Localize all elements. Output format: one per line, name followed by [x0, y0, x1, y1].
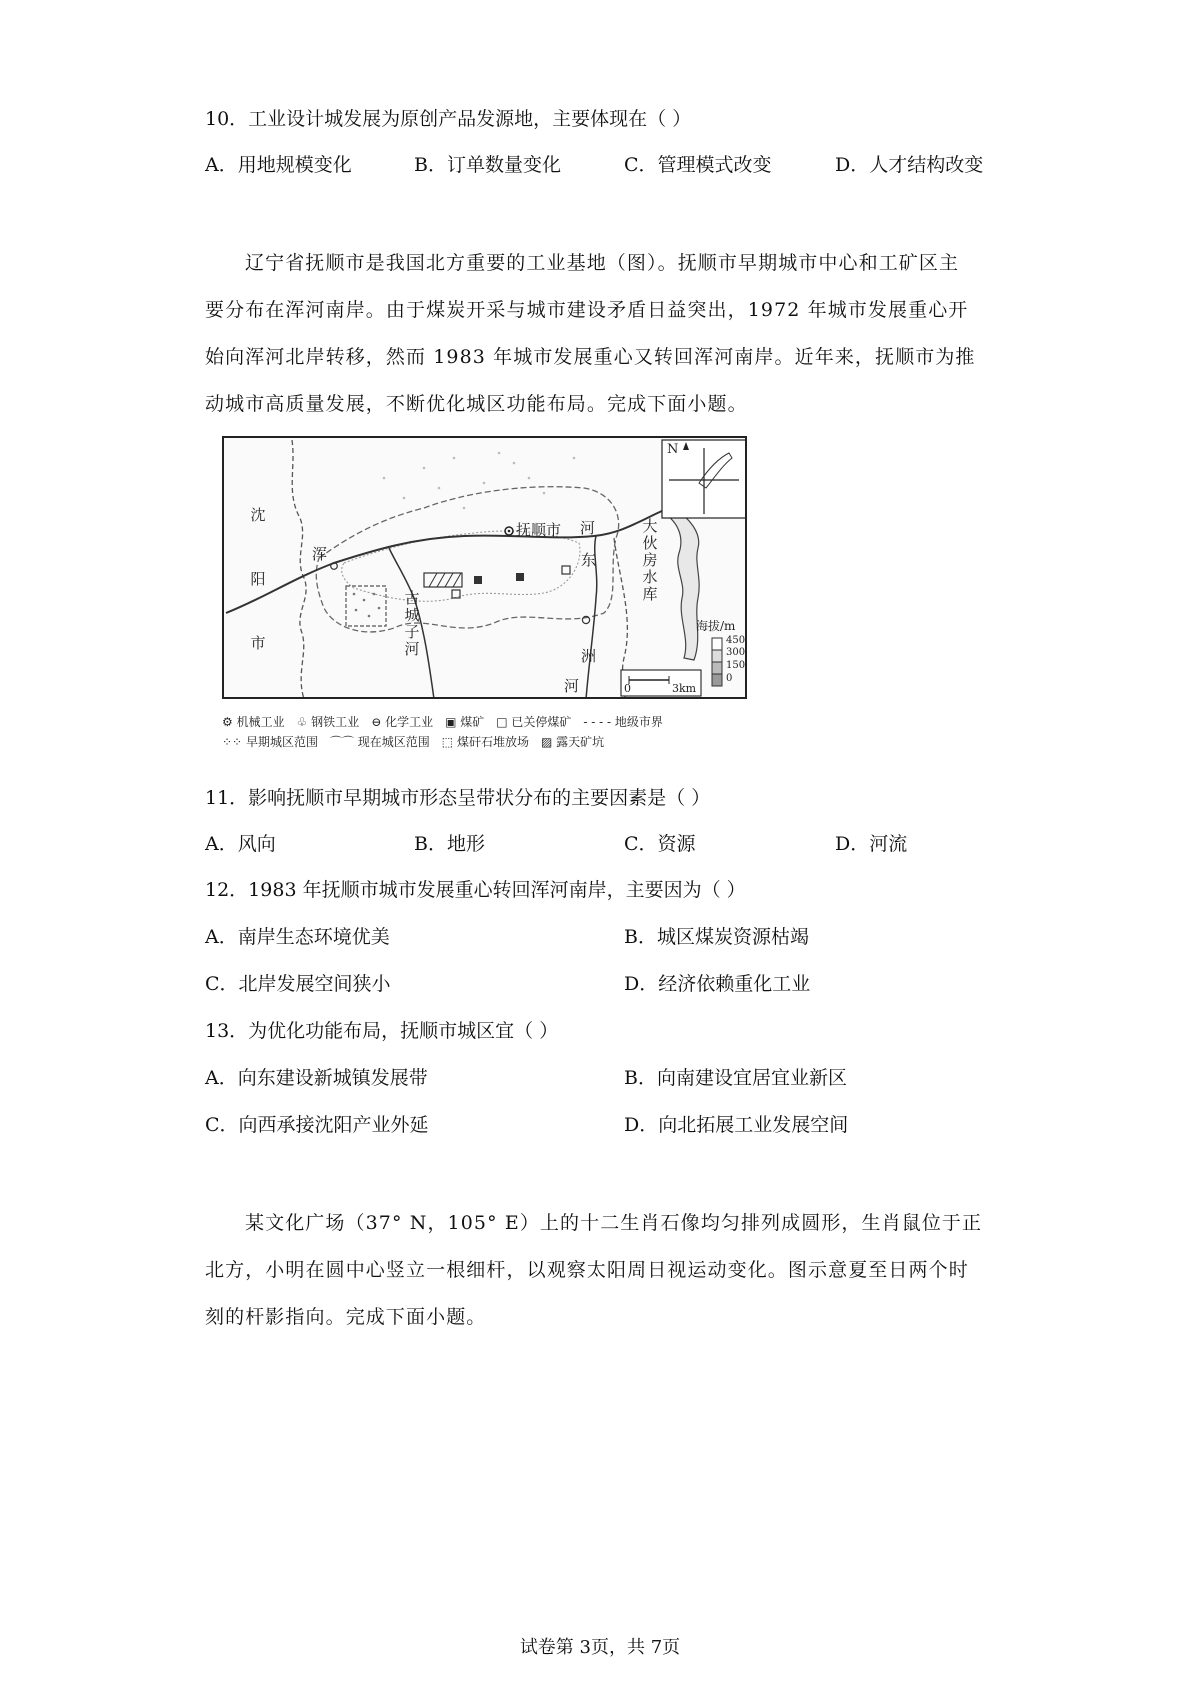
- shenyang-boundary: [292, 440, 306, 699]
- closed-coal-mine-icon: [562, 566, 570, 574]
- dahuofang-reservoir: [664, 508, 699, 660]
- q11-option-b: B．地形: [414, 833, 485, 855]
- legend-row-2: [222, 731, 747, 751]
- map-label-char: 房: [642, 551, 658, 569]
- map-label-char: 市: [250, 634, 266, 652]
- coal-waste-dots: [353, 593, 381, 618]
- elevation-tick-150: 150: [726, 660, 746, 671]
- q13-option-a: A．向东建设新城镇发展带: [205, 1067, 428, 1089]
- page-footer: 试卷第 3页，共 7页: [519, 1637, 681, 1658]
- legend-steel: ♧ 钢铁工业: [296, 714, 360, 729]
- legend-current-urban: ⌒⌒ 现在城区范围: [329, 734, 430, 749]
- shenyang-label: [250, 483, 266, 675]
- hun-river-label-right: 河: [580, 519, 596, 537]
- legend-early-urban: ⁘⁘ 早期城区范围: [222, 734, 318, 749]
- q12-option-d: D．经济依赖重化工业: [624, 973, 811, 995]
- q12-option-a: A．南岸生态环境优美: [205, 926, 390, 948]
- hun-river-label-left: 浑: [312, 545, 328, 563]
- elevation-tick-0: 0: [726, 673, 733, 684]
- map-label-char: 水: [642, 568, 658, 586]
- fushun-label: 抚顺市: [516, 521, 562, 539]
- q10-option-b: B．订单数量变化: [414, 154, 561, 176]
- passage2-line-2: 北方，小明在圆中心竖立一根细杆，以观察太阳周日视运动变化。图示意夏至日两个时: [205, 1259, 969, 1281]
- north-label: N: [667, 442, 679, 457]
- map-label-char: 沈: [250, 506, 266, 524]
- elevation-tick-450: 450: [726, 635, 746, 646]
- legend-closed-coal-mine: □ 已关停煤矿: [496, 714, 572, 729]
- scale-km-label: 3km: [672, 682, 697, 695]
- legend-city-boundary: - - - - 地级市界: [583, 714, 663, 729]
- map-label-char: 伙: [642, 534, 658, 552]
- q11-option-a: A．风向: [205, 833, 276, 855]
- q10-option-d: D．人才结构改变: [835, 154, 984, 176]
- map-label-char: 河: [404, 640, 420, 658]
- map-label-char: 大: [642, 517, 658, 535]
- legend-coal-waste: ⬚ 煤矸石堆放场: [441, 734, 529, 749]
- passage2-line-1: 某文化广场（37° N，105° E）上的十二生肖石像均匀排列成圆形，生肖鼠位于正: [245, 1212, 983, 1234]
- map-drawing: [224, 438, 747, 699]
- map-label-char: 阳: [250, 570, 266, 588]
- q11-option-c: C．资源: [624, 833, 696, 855]
- dongzhou-label-east: 东: [581, 551, 597, 569]
- q12-option-c: C．北岸发展空间狭小: [205, 973, 391, 995]
- coal-mine-icon: [516, 573, 524, 581]
- map-label-char: 城: [404, 606, 420, 624]
- passage1-line-1: 辽宁省抚顺市是我国北方重要的工业基地（图）。抚顺市早期城市中心和工矿区主: [245, 252, 960, 274]
- legend-coal-mine: ▣ 煤矿: [445, 714, 485, 729]
- q13-stem: 13．为优化功能布局，抚顺市城区宜（ ）: [205, 1020, 559, 1042]
- dongzhou-label-zhou: 洲: [581, 647, 597, 665]
- legend-row-1: [222, 711, 747, 731]
- passage2-line-3: 刻的杆影指向。完成下面小题。: [205, 1306, 487, 1328]
- q10-option-a: A．用地规模变化: [205, 154, 352, 176]
- passage1-line-2: 要分布在浑河南岸。由于煤炭开采与城市建设矛盾日益突出，1972 年城市发展重心开: [205, 299, 969, 321]
- map-legend: [222, 711, 747, 751]
- current-urban-outline: [316, 487, 618, 632]
- q10-option-c: C．管理模式改变: [624, 154, 772, 176]
- legend-open-pit: ▨ 露天矿坑: [540, 734, 605, 749]
- q10-stem: 10．工业设计城发展为原创产品发源地，主要体现在（ ）: [205, 108, 692, 130]
- q11-stem: 11．影响抚顺市早期城市形态呈带状分布的主要因素是（ ）: [205, 787, 711, 809]
- fushun-map: [222, 436, 747, 699]
- open-pit-hatch: [429, 573, 461, 587]
- elevation-legend: [712, 638, 722, 686]
- q13-option-d: D．向北拓展工业发展空间: [624, 1114, 849, 1136]
- passage1-line-3: 始向浑河北岸转移，然而 1983 年城市发展重心又转回浑河南岸。近年来，抚顺市为推: [205, 346, 976, 368]
- northern-hills: [383, 452, 576, 510]
- early-urban-outline: [342, 531, 580, 601]
- hun-river: [226, 508, 669, 613]
- legend-machinery: ⚙ 机械工业: [222, 714, 285, 729]
- scale-zero-label: 0: [624, 682, 631, 695]
- dongzhou-label-he: 河: [564, 677, 580, 695]
- q12-option-b: B．城区煤炭资源枯竭: [624, 926, 809, 948]
- coal-waste-dump: [346, 586, 386, 626]
- q13-option-b: B．向南建设宜居宜业新区: [624, 1067, 847, 1089]
- legend-chemical: ⊖ 化学工业: [371, 714, 434, 729]
- q12-stem: 12．1983 年抚顺市城市发展重心转回浑河南岸，主要因为（ ）: [205, 879, 746, 901]
- elevation-title: 海拔/m: [696, 619, 736, 633]
- gucheng-river-label: [404, 590, 420, 658]
- elevation-tick-300: 300: [726, 647, 746, 658]
- coal-mine-icon: [474, 576, 482, 584]
- map-label-char: 库: [642, 585, 658, 603]
- q11-option-d: D．河流: [835, 833, 908, 855]
- map-label-char: 古: [404, 589, 420, 607]
- passage1-line-4: 动城市高质量发展，不断优化城区功能布局。完成下面小题。: [205, 393, 748, 415]
- map-label-char: 子: [404, 623, 420, 641]
- dahuofang-label: [642, 518, 658, 603]
- q13-option-c: C．向西承接沈阳产业外延: [205, 1114, 429, 1136]
